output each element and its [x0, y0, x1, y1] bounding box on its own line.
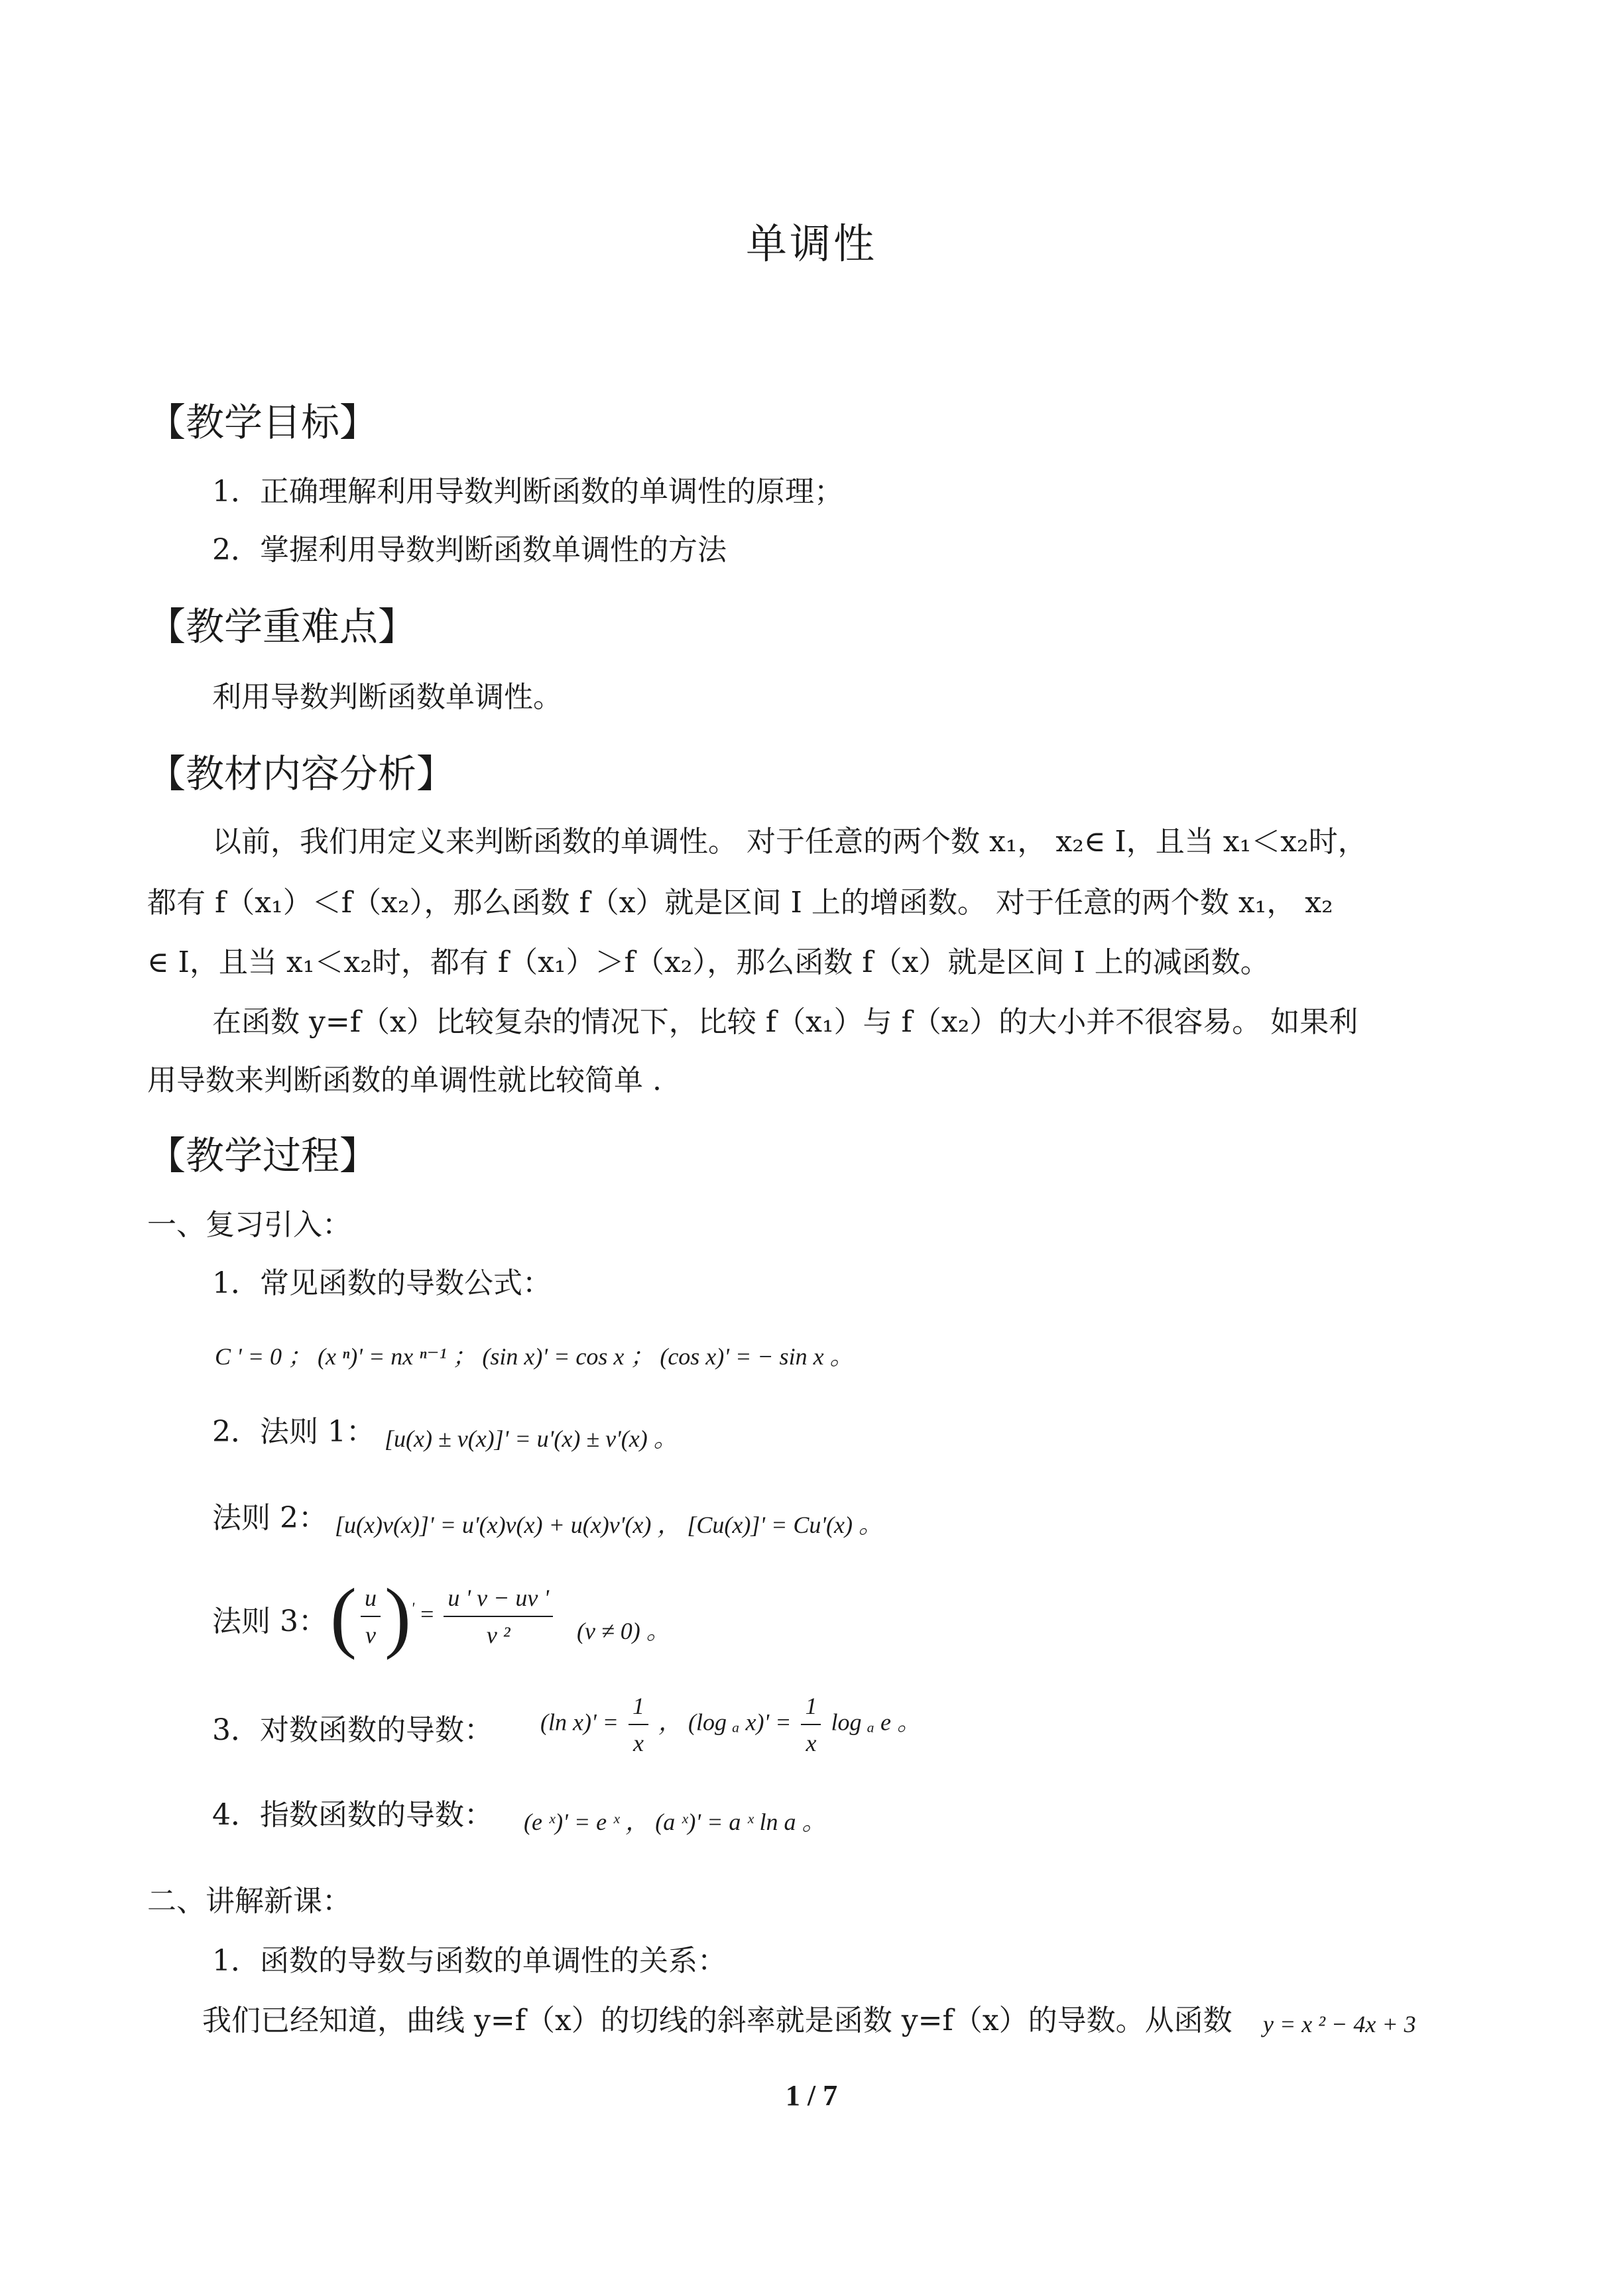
- log-b-fraction: $\frac{1}{x}$: [801, 1692, 821, 1757]
- heading-key-points: 【教学重难点】: [147, 604, 417, 649]
- left-paren-icon: (: [330, 1572, 357, 1660]
- analysis-line-2: 都有 f（x₁）＜f（x₂），那么函数 f（x）就是区间 I 上的增函数。 对于任意的两个数 x₁， x₂: [147, 886, 1333, 920]
- key-points-text: 利用导数判断函数单调性。: [212, 680, 562, 714]
- analysis-line-4: 在函数 y=f（x）比较复杂的情况下，比较 f（x₁）与 f（x₂）的大小并不很容易。 如果利: [212, 1005, 1358, 1039]
- heading-material-analysis: 【教材内容分析】: [147, 751, 455, 796]
- rule1-formula: [u(x) ± v(x)]' = u'(x) ± v'(x) 。: [385, 1425, 678, 1452]
- log-formulas: (ln x)' = $\frac{1}{x}$ ， (log ₐ x)' = $\frac{1}{x}$ log ₐ e 。: [540, 1693, 921, 1756]
- exp-label: 4．指数函数的导数：: [212, 1798, 493, 1832]
- log-label: 3．对数函数的导数：: [212, 1713, 493, 1747]
- rule3-rhs-fraction: $\frac{u ' v - uv '}{\text{v ²}}$: [444, 1584, 553, 1649]
- exp-formulas: (e ˣ)' = e ˣ ， (a ˣ)' = a ˣ ln a 。: [524, 1809, 826, 1835]
- goal-item-1: 1．正确理解利用导数判断函数的单调性的原理；: [212, 475, 843, 509]
- page-title: 单调性: [745, 219, 877, 268]
- new-lesson-item-1: 1．函数的导数与函数的单调性的关系：: [212, 1944, 727, 1978]
- page-number: 1 / 7: [785, 2079, 838, 2112]
- heading-teaching-goals: 【教学目标】: [147, 400, 379, 445]
- log-a-fraction: $\frac{1}{x}$: [629, 1692, 648, 1757]
- goal-item-2: 2．掌握利用导数判断函数单调性的方法: [212, 533, 727, 567]
- rule1-label: 2．法则 1：: [212, 1415, 375, 1449]
- analysis-line-5: 用导数来判断函数的单调性就比较简单 .: [147, 1063, 662, 1097]
- review-title: 一、复习引入：: [147, 1208, 351, 1242]
- new-lesson-text: 我们已经知道，曲线 y=f（x）的切线的斜率就是函数 y=f（x）的导数。从函数: [202, 2004, 1232, 2037]
- rule3-label: 法则 3：: [212, 1604, 328, 1638]
- rule3-lhs-fraction: $\frac{u}{v}$: [361, 1584, 381, 1649]
- rule3-condition: (v ≠ 0) 。: [577, 1618, 670, 1644]
- new-lesson-formula: y = x ² − 4x + 3: [1263, 2011, 1416, 2037]
- heading-teaching-process: 【教学过程】: [147, 1133, 379, 1178]
- new-lesson-title: 二、讲解新课：: [147, 1884, 351, 1918]
- rule2-label: 法则 2：: [212, 1501, 328, 1535]
- analysis-line-1: 以前，我们用定义来判断函数的单调性。 对于任意的两个数 x₁， x₂∈ I，且当 x₁＜x₂时，: [212, 825, 1367, 859]
- rule3-formula: ( $\frac{u}{v}$ )' = $\frac{u ' v - uv '}{\text{v ²}}$: [330, 1577, 557, 1656]
- formulas-title: 1．常见函数的导数公式：: [212, 1266, 552, 1300]
- derivative-formulas: C ' = 0 ； (x ⁿ)' = nx ⁿ⁻¹ ； (sin x)' = cos x ； (cos x)' = − sin x 。: [215, 1343, 854, 1370]
- rule2-formula: [u(x)v(x)]' = u'(x)v(x) + u(x)v'(x) ， [Cu(x)]' = Cu'(x) 。: [335, 1512, 883, 1538]
- analysis-line-3: ∈ I，且当 x₁＜x₂时，都有 f（x₁）＞f（x₂），那么函数 f（x）就是区间 I 上的减函数。: [147, 945, 1270, 979]
- right-paren-icon: ): [384, 1572, 411, 1660]
